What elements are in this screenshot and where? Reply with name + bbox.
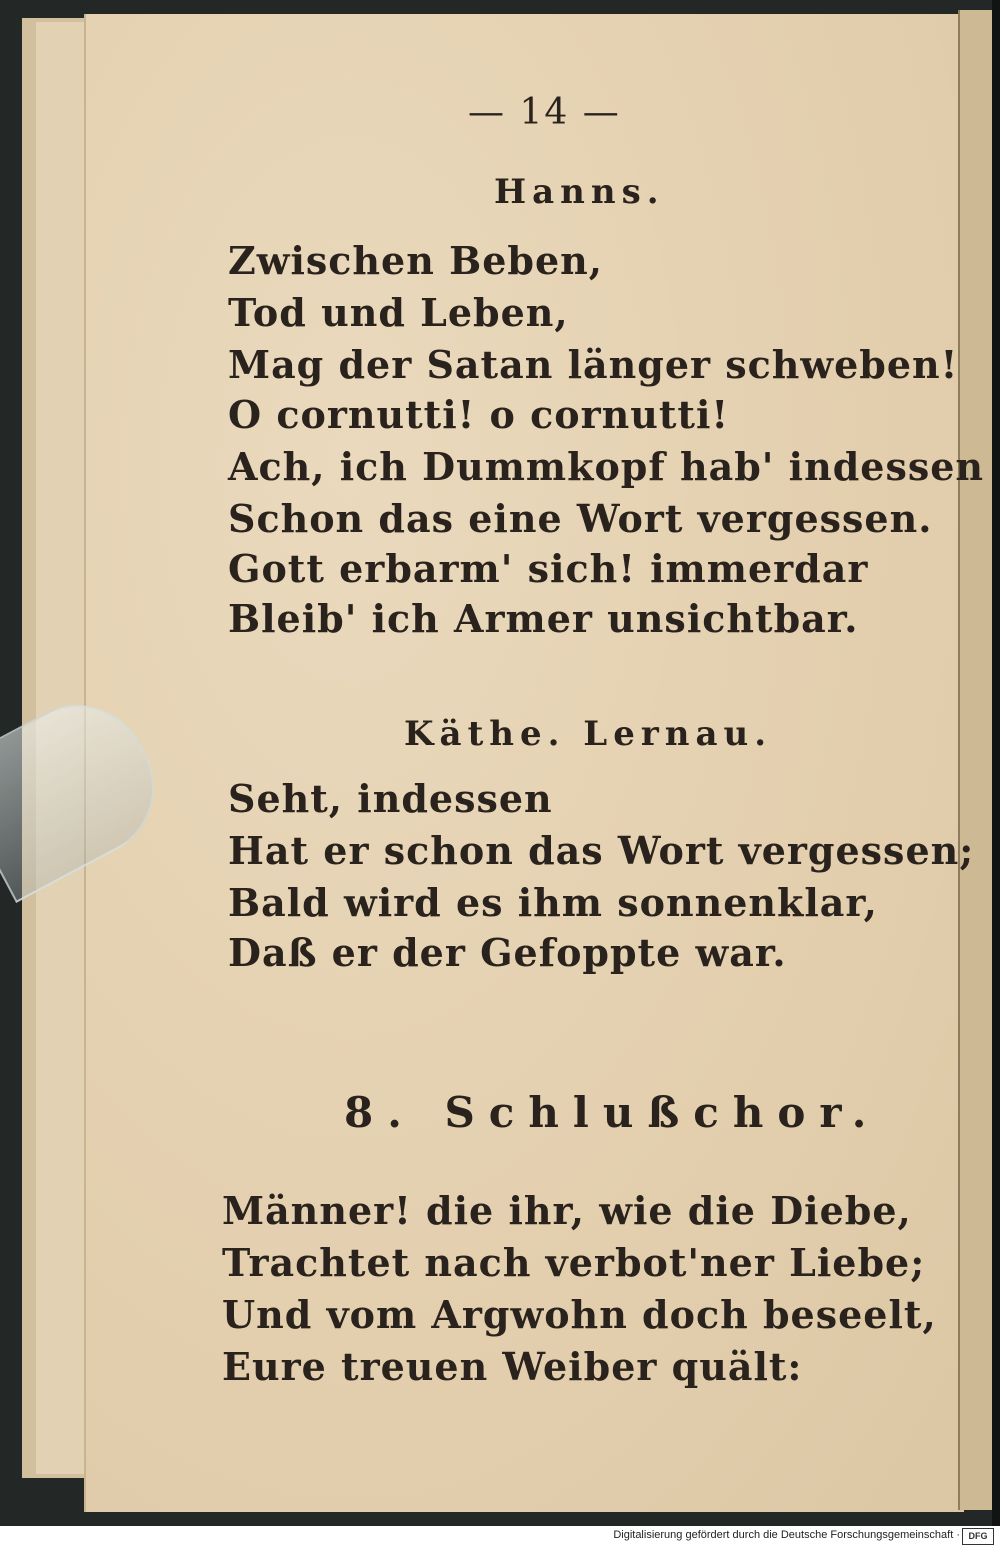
section-heading-schlusschor: 8. Schlußchor. [344,1088,881,1137]
verse-line: Tod und Leben, [228,290,569,335]
verse-line: O cornutti! o cornutti! [228,392,730,437]
verse-line: Daß er der Gefoppte war. [228,930,787,975]
verse-line: Trachtet nach verbot'ner Liebe; [222,1240,926,1285]
funding-notice: Digitalisierung gefördert durch die Deutsche Forschungsgemeinschaft · [613,1529,960,1541]
verse-line: Und vom Argwohn doch beseelt, [222,1292,937,1337]
speaker-kaethe-lernau: Käthe. Lernau. [404,714,773,754]
binding-edge [992,0,1000,1526]
verse-line: Mag der Satan länger schweben! [228,342,959,387]
verse-line: Männer! die ihr, wie die Diebe, [222,1188,912,1233]
verse-line: Bald wird es ihm sonnenklar, [228,880,878,925]
verse-line: Hat er schon das Wort vergessen; [228,828,975,873]
footer-bar [0,1526,1000,1546]
verse-line: Bleib' ich Armer unsichtbar. [228,596,859,641]
speaker-hanns: Hanns. [494,172,665,212]
verse-line: Schon das eine Wort vergessen. [228,496,933,541]
page-number: — 14 — [468,92,621,133]
verse-line: Zwischen Beben, [228,238,603,283]
verse-line: Ach, ich Dummkopf hab' indessen [228,444,985,489]
right-page-edges [958,10,994,1510]
dfg-logo: DFG [962,1528,994,1545]
verse-line: Eure treuen Weiber quält: [222,1344,803,1389]
verse-line: Seht, indessen [228,776,553,821]
verse-line: Gott erbarm' sich! immerdar [228,546,869,591]
